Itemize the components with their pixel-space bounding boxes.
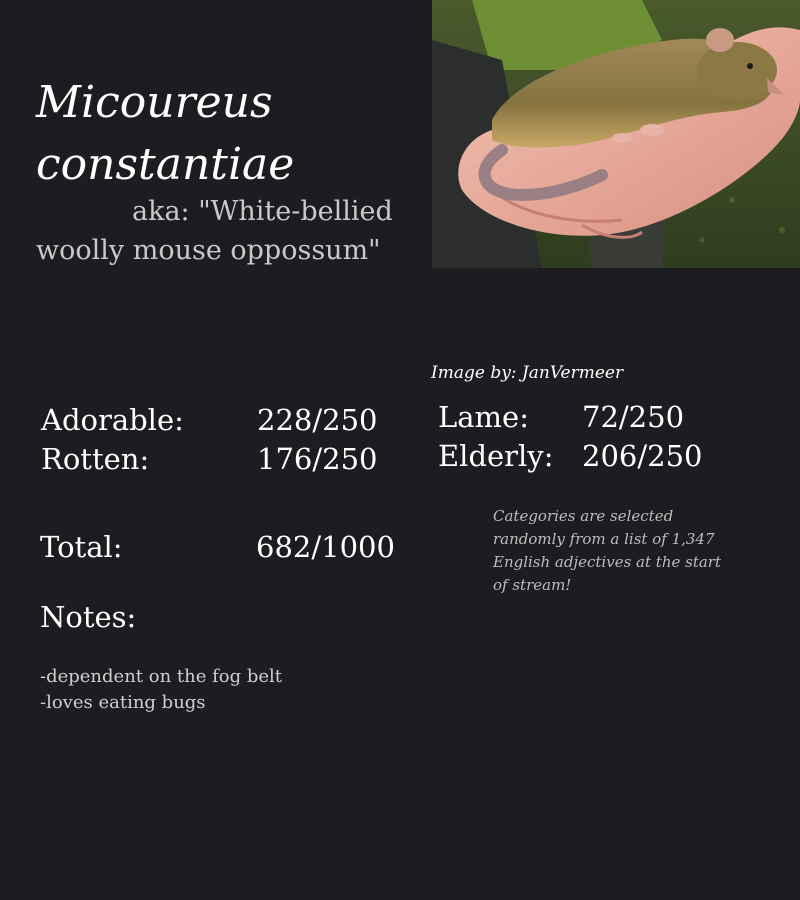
species-common-name: aka: "White-bellied woolly mouse oppossum" xyxy=(36,196,393,266)
opossum-photo xyxy=(432,0,800,268)
score-value-elderly: 206/250 xyxy=(582,439,703,473)
score-label-rotten: Rotten: xyxy=(41,442,150,476)
score-value-adorable: 228/250 xyxy=(257,403,378,437)
score-label-adorable: Adorable: xyxy=(41,403,184,437)
notes-heading: Notes: xyxy=(40,600,137,634)
score-value-rotten: 176/250 xyxy=(257,442,378,476)
score-label-lame: Lame: xyxy=(438,400,529,434)
species-name-line-1: Micoureus xyxy=(36,77,273,128)
image-credit: Image by: JanVermeer xyxy=(431,363,624,383)
categories-note: Categories are selected randomly from a list of 1,347 English adjectives at the start of stream! xyxy=(493,507,721,594)
notes-list xyxy=(40,664,282,716)
score-label-total: Total: xyxy=(40,530,123,564)
species-name-line-2: constantiae xyxy=(36,139,295,190)
note-item: -dependent on the fog belt xyxy=(40,666,283,687)
note-item: -loves eating bugs xyxy=(40,692,206,713)
score-value-lame: 72/250 xyxy=(582,400,685,434)
score-label-elderly: Elderly: xyxy=(438,439,554,473)
species-scientific-name xyxy=(36,72,426,196)
score-value-total: 682/1000 xyxy=(256,530,395,564)
